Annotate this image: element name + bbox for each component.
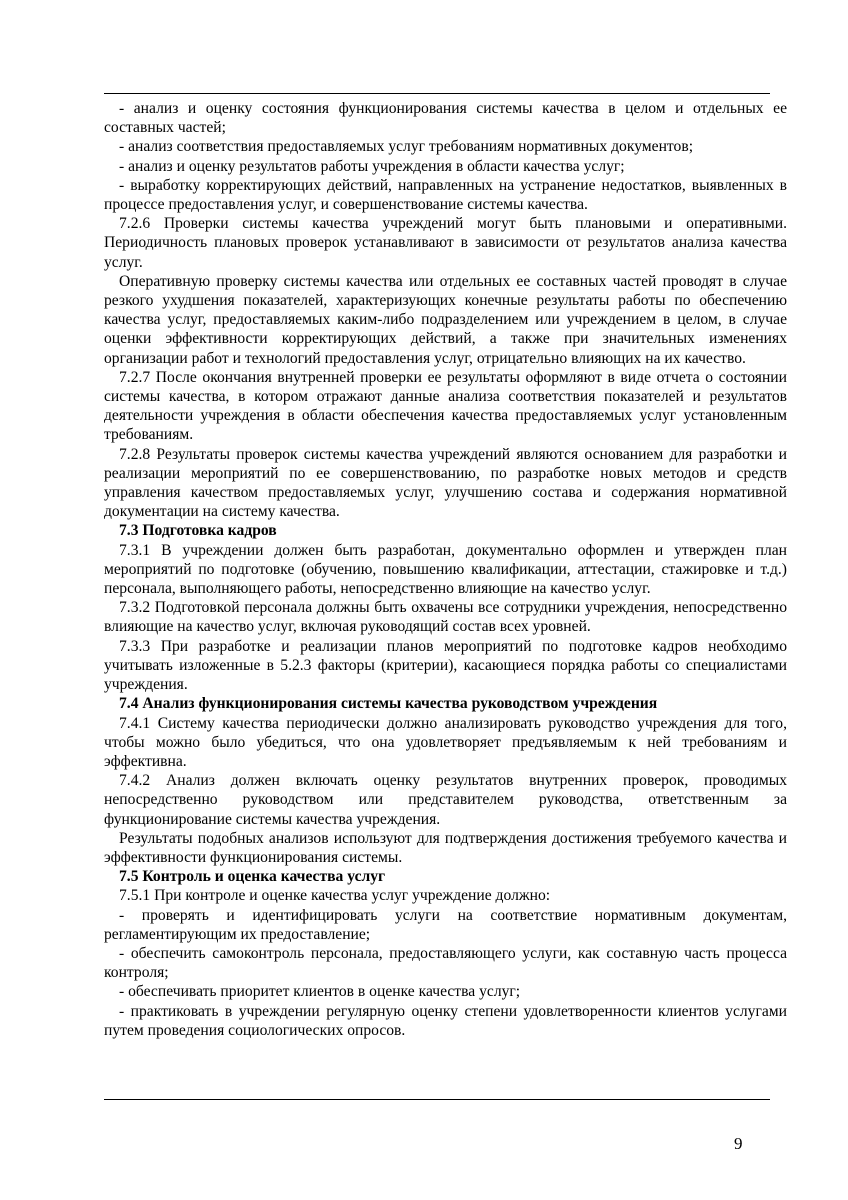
- paragraph: - обеспечить самоконтроль персонала, предоставляющего услуги, как составную часть процесса контроля;: [104, 944, 787, 982]
- paragraph: - проверять и идентифицировать услуги на соответствие нормативным документам, регламентирующим их предоставление;: [104, 906, 787, 943]
- paragraph: - выработку корректирующих действий, направленных на устранение недостатков, выявленных в процессе предоставления услуг, и совершенствование системы качества.: [104, 176, 787, 214]
- paragraph: 7.5.1 При контроле и оценке качества услуг учреждение должно:: [119, 887, 551, 905]
- paragraph: 7.2.8 Результаты проверок системы качества учреждений являются основанием для разработки и реализации мероприятий по ее совершенствованию, по разработке новых методов и средств управления качеством предоставляемых услуг, улучшению состава и содержания нормативной документации на систему качества.: [104, 445, 787, 521]
- paragraph: Оперативную проверку системы качества или отдельных ее составных частей проводят в случае резкого ухудшения показателей, характеризующих конечные результаты работы по обеспечению качества услуг, предоставляемых каким-либо подразделением или учреждением в целом, в случае оценки эффективности корректирующих действий, а также при значительных изменениях организации работ и технологий предоставления услуг, отрицательно влияющих на их качество.: [104, 272, 787, 367]
- section-heading: 7.5 Контроль и оценка качества услуг: [119, 868, 386, 886]
- body-text: [104, 99, 787, 1040]
- paragraph: 7.3.1 В учреждении должен быть разработан, документально оформлен и утвержден план мероприятий по подготовке (обучению, повышению квалификации, аттестации, стажировке и т.д.) персонала, выполняющего работы, непосредственно влияющие на качество услуг.: [104, 541, 787, 598]
- paragraph: Результаты подобных анализов используют для подтверждения достижения требуемого качества и эффективности функционирования системы.: [104, 829, 787, 866]
- paragraph: 7.2.6 Проверки системы качества учреждений могут быть плановыми и оперативными. Периодичность плановых проверок устанавливают в зависимости от результатов анализа качества услуг.: [104, 215, 787, 271]
- paragraph: 7.4.1 Систему качества периодически должно анализировать руководство учреждения для того, чтобы можно было убедиться, что она удовлетворяет предъявляемым к ней требованиям и эффективна.: [104, 714, 787, 770]
- section-heading: 7.3 Подготовка кадров: [119, 522, 277, 540]
- paragraph: - анализ и оценку результатов работы учреждения в области качества услуг;: [119, 157, 625, 175]
- section-heading: 7.4 Анализ функционирования системы качества руководством учреждения: [119, 695, 658, 713]
- paragraph: 7.4.2 Анализ должен включать оценку результатов внутренних проверок, проводимых непосредственно руководством или представителем руководства, ответственным за функционирование системы качества учреждения.: [104, 772, 787, 828]
- paragraph: - анализ и оценку состояния функционирования системы качества в целом и отдельных ее составных частей;: [104, 100, 787, 137]
- footer-rule: [104, 1099, 770, 1100]
- paragraph: 7.3.2 Подготовкой персонала должны быть охвачены все сотрудники учреждения, непосредственно влияющие на качество услуг, включая руководящий состав всех уровней.: [104, 599, 787, 636]
- paragraph: 7.2.7 После окончания внутренней проверки ее результаты оформляют в виде отчета о состоянии системы качества, в котором отражают данные анализа соответствия показателей и результатов деятельности учреждения в области обеспечения качества предоставляемых услуг установленным требованиям.: [104, 368, 787, 444]
- paragraph: - практиковать в учреждении регулярную оценку степени удовлетворенности клиентов услугами путем проведения социологических опросов.: [104, 1002, 787, 1039]
- paragraph: 7.3.3 При разработке и реализации планов мероприятий по подготовке кадров необходимо учитывать изложенные в 5.2.3 факторы (критерии), касающиеся порядка работы со специалистами учреждения.: [104, 637, 787, 694]
- paragraph: - обеспечивать приоритет клиентов в оценке качества услуг;: [119, 983, 521, 1001]
- page-number: 9: [734, 1134, 743, 1153]
- paragraph: - анализ соответствия предоставляемых услуг требованиям нормативных документов;: [119, 138, 694, 156]
- header-rule: [104, 93, 770, 94]
